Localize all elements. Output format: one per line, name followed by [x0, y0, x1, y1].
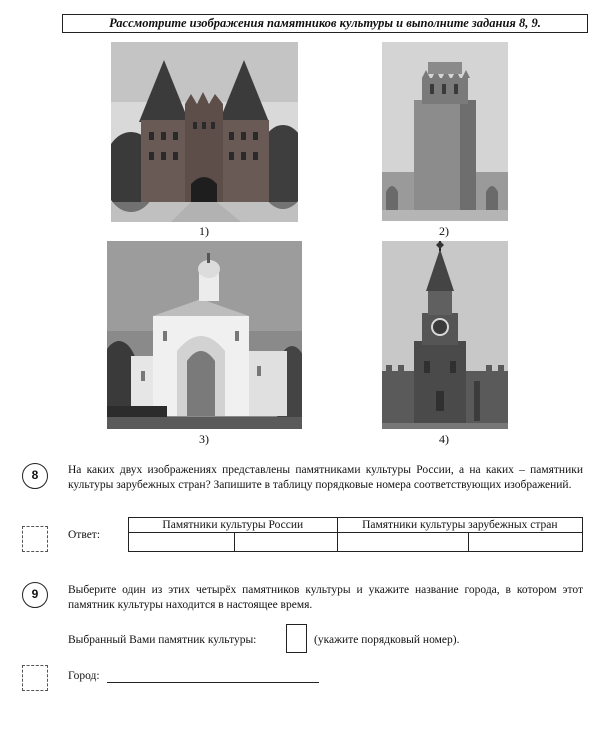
- caption-4: 4): [439, 432, 449, 446]
- clock-tower-illustration: [382, 241, 508, 429]
- question-9-text: Выберите один из этих четырёх памятников культуры и укажите название города, в котором этот памятник культуры находится в настоящее время.: [68, 584, 583, 611]
- question-8-number: 8: [22, 463, 48, 489]
- monument-photo-3: [107, 241, 302, 429]
- city-answer-line[interactable]: [107, 681, 319, 683]
- answer-cell-foreign-2[interactable]: [468, 533, 582, 552]
- caption-2: 2): [439, 224, 449, 238]
- chosen-monument-box[interactable]: [286, 624, 307, 653]
- header-russia: Памятники культуры России: [129, 518, 338, 533]
- answer-table: [128, 517, 583, 552]
- monument-photo-4: [382, 241, 508, 429]
- question-9-score-box[interactable]: [22, 665, 48, 691]
- caption-1: 1): [199, 224, 209, 238]
- header-foreign: Памятники культуры зарубежных стран: [337, 518, 582, 533]
- answer-label: Ответ:: [68, 529, 101, 541]
- answer-cell-foreign-1[interactable]: [337, 533, 468, 552]
- question-8-score-box[interactable]: [22, 526, 48, 552]
- brick-tower-illustration: [382, 42, 508, 221]
- gate-towers-illustration: [111, 42, 298, 222]
- caption-3: 3): [199, 432, 209, 446]
- chosen-monument-hint: (укажите порядковый номер).: [314, 634, 460, 646]
- task-header: Рассмотрите изображения памятников культуры и выполните задания 8, 9.: [62, 14, 588, 33]
- answer-cell-russia-2[interactable]: [235, 533, 337, 552]
- monument-photo-2: [382, 42, 508, 221]
- white-gate-church-illustration: [107, 241, 302, 429]
- city-label: Город:: [68, 670, 100, 682]
- question-8-text: На каких двух изображениях представлены памятниками культуры России, а на каких – памятники культуры зарубежных стран? Запишите в таблицу порядковые номера соответствующих изображений.: [68, 464, 583, 491]
- question-9-number: 9: [22, 582, 48, 608]
- answer-cell-russia-1[interactable]: [129, 533, 235, 552]
- chosen-monument-label: Выбранный Вами памятник культуры:: [68, 634, 257, 646]
- monument-photo-1: [111, 42, 298, 222]
